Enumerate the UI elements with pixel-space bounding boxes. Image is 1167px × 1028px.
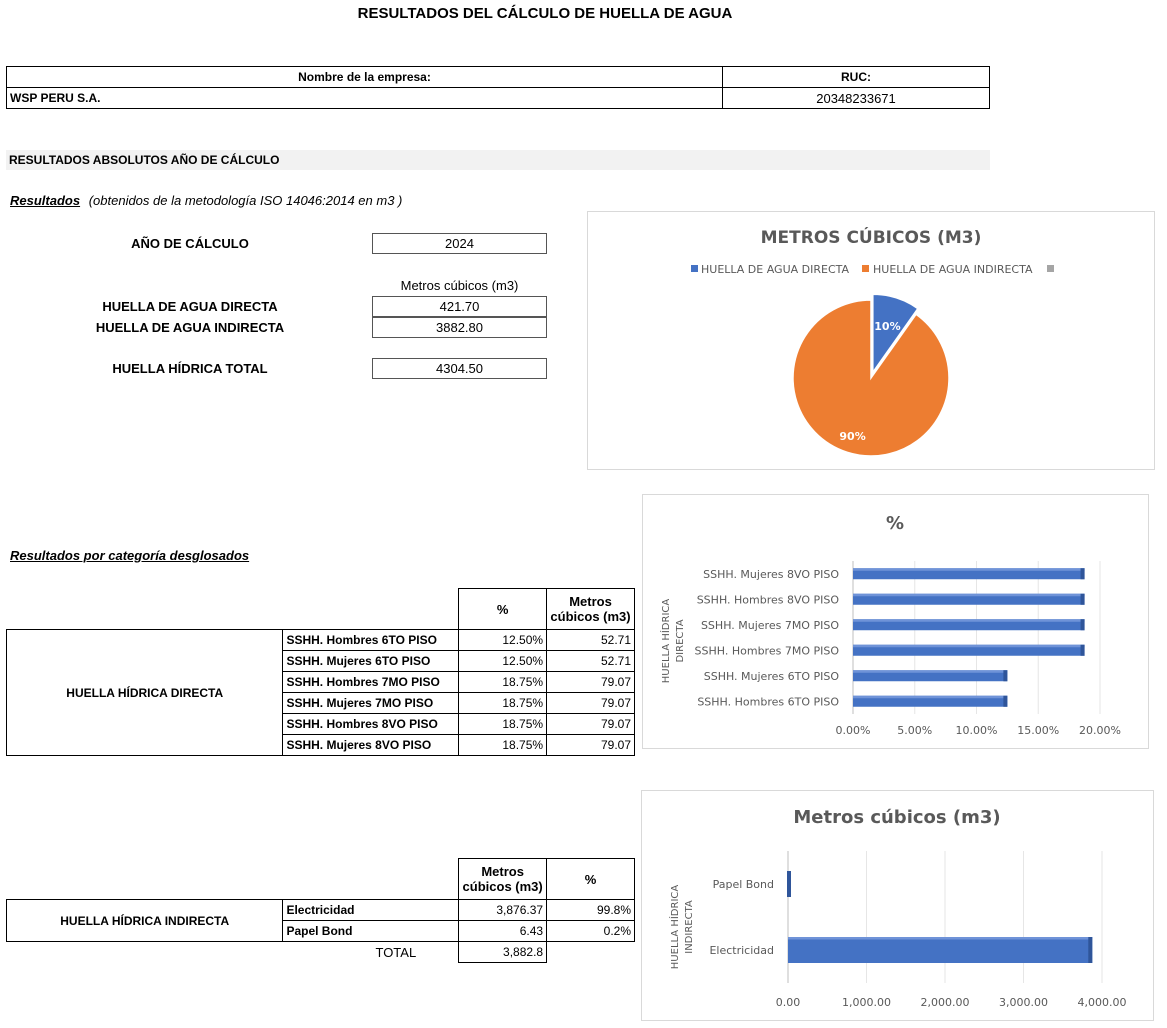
direct-group-label: HUELLA HÍDRICA DIRECTA	[7, 630, 283, 756]
results-note: (obtenidos de la metodología ISO 14046:2014 en m3 )	[88, 193, 403, 208]
indirect-total-label: TOTAL	[375, 944, 417, 960]
year-label: AÑO DE CÁLCULO	[131, 236, 249, 251]
table-row-m3: 52.71	[547, 651, 635, 672]
ruc-header: RUC:	[723, 67, 990, 88]
direct-bar-chart-title: %	[885, 513, 905, 534]
direct-bar-group-label-line2: DIRECTA	[675, 619, 686, 663]
bar1-tick-label: 15.00%	[1017, 724, 1060, 737]
total-value: 4304.50	[372, 358, 547, 379]
bar1-bar-highlight	[853, 645, 1085, 648]
bar2-bar-highlight	[788, 937, 1092, 940]
table-row-pct: 18.75%	[459, 714, 547, 735]
indirect-bar-chart	[642, 791, 1153, 1020]
indirect-bar-chart-title: Metros cúbicos (m3)	[793, 807, 1001, 828]
bar1-tick-label: 5.00%	[897, 724, 933, 737]
table-row-pct: 12.50%	[459, 630, 547, 651]
table-row-m3: 79.07	[547, 735, 635, 756]
pie-legend-empty-swatch	[1047, 265, 1054, 272]
pie-chart	[588, 212, 1154, 469]
bar1-tick-label: 20.00%	[1079, 724, 1121, 737]
indirect-value: 3882.80	[372, 317, 547, 338]
bar1-bar-highlight	[853, 568, 1085, 571]
direct-breakdown-table	[6, 588, 635, 756]
table-row-name: SSHH. Hombres 6TO PISO	[283, 630, 459, 651]
indirect-col-m3: Metros cúbicos (m3)	[459, 859, 547, 900]
breakdown-heading-label: Resultados por categoría desglosados	[10, 548, 250, 563]
pie-legend-direct-swatch	[691, 265, 698, 272]
direct-bar-group-label-line1: HUELLA HÍDRICA	[661, 598, 672, 684]
table-row-name: SSHH. Mujeres 8VO PISO	[283, 735, 459, 756]
bar1-category-label: SSHH. Hombres 7MO PISO	[694, 644, 839, 658]
bar1-category-label: SSHH. Mujeres 6TO PISO	[703, 669, 839, 683]
bar2-tick-label: 0.00	[775, 996, 801, 1009]
bar1-bar-edge	[1081, 594, 1085, 605]
table-row-pct: 18.75%	[459, 735, 547, 756]
results-heading-label: Resultados	[10, 193, 81, 208]
pie-slice-label-1: 90%	[839, 429, 866, 443]
bar1-category-label: SSHH. Mujeres 8VO PISO	[703, 567, 839, 581]
direct-bar-chart-frame	[642, 494, 1149, 749]
bar1-bar-highlight	[853, 594, 1085, 597]
indirect-total-value: 3,882.8	[459, 942, 547, 963]
table-row-m3: 79.07	[547, 714, 635, 735]
bar1-bar-highlight	[853, 619, 1085, 622]
bar1-category-label: SSHH. Hombres 6TO PISO	[697, 695, 839, 709]
indirect-bar-group-label-line2: INDIRECTA	[684, 900, 695, 954]
table-row-name: SSHH. Mujeres 6TO PISO	[283, 651, 459, 672]
table-row-m3: 79.07	[547, 693, 635, 714]
pie-chart-frame	[587, 211, 1155, 470]
bar1-category-label: SSHH. Hombres 8VO PISO	[696, 593, 839, 607]
breakdown-heading	[10, 548, 249, 563]
pie-slice-label-0: 10%	[874, 320, 901, 334]
table-row-m3: 79.07	[547, 672, 635, 693]
pie-slice-1	[793, 300, 949, 456]
direct-value: 421.70	[372, 296, 547, 317]
indirect-bar-chart-frame	[641, 790, 1154, 1021]
table-row-name: SSHH. Hombres 7MO PISO	[283, 672, 459, 693]
page-title: RESULTADOS DEL CÁLCULO DE HUELLA DE AGUA	[357, 5, 733, 22]
table-row-pct: 18.75%	[459, 693, 547, 714]
table-row-m3: 6.43	[459, 921, 547, 942]
bar2-tick-label: 4,000.00	[1077, 996, 1127, 1009]
bar2-tick-label: 3,000.00	[999, 996, 1048, 1009]
section-title: RESULTADOS ABSOLUTOS AÑO DE CÁLCULO	[6, 150, 990, 170]
year-value: 2024	[372, 233, 547, 254]
results-heading	[10, 193, 402, 208]
pie-chart-title: METROS CÚBICOS (M3)	[760, 228, 982, 248]
indirect-col-pct: %	[547, 859, 635, 900]
bar1-bar-edge	[1003, 696, 1007, 707]
indirect-label: HUELLA DE AGUA INDIRECTA	[95, 320, 285, 335]
bar1-bar-edge	[1081, 645, 1085, 656]
bar2-category-label: Papel Bond	[712, 878, 774, 891]
bar2-bar	[788, 937, 1092, 963]
bar2-tick-label: 1,000.00	[842, 996, 891, 1009]
bar1-category-label: SSHH. Mujeres 7MO PISO	[700, 618, 839, 632]
company-table	[6, 66, 990, 109]
bar1-bar-edge	[1003, 670, 1007, 681]
pie-legend-indirect: HUELLA DE AGUA INDIRECTA	[873, 263, 1033, 276]
table-row-name: SSHH. Mujeres 7MO PISO	[283, 693, 459, 714]
bar1-tick-label: 0.00%	[835, 724, 871, 737]
company-name: WSP PERU S.A.	[7, 88, 723, 109]
bar1-bar-edge	[1081, 568, 1085, 579]
unit-label: Metros cúbicos (m3)	[400, 278, 519, 293]
table-row-name: SSHH. Hombres 8VO PISO	[283, 714, 459, 735]
bar2-category-label: Electricidad	[709, 944, 774, 957]
direct-col-m3: Metros cúbicos (m3)	[547, 589, 635, 630]
bar2-bar-edge	[787, 871, 791, 897]
table-row-name: Electricidad	[283, 900, 459, 921]
bar2-tick-label: 2,000.00	[920, 996, 970, 1009]
table-row-m3: 3,876.37	[459, 900, 547, 921]
bar1-bar-highlight	[853, 670, 1007, 673]
pie-legend-indirect-swatch	[862, 265, 869, 272]
total-label: HUELLA HÍDRICA TOTAL	[112, 361, 268, 376]
company-ruc: 20348233671	[723, 88, 990, 109]
bar2-bar-edge	[1088, 937, 1092, 963]
table-row-pct: 18.75%	[459, 672, 547, 693]
direct-label: HUELLA DE AGUA DIRECTA	[102, 299, 278, 314]
indirect-group-label: HUELLA HÍDRICA INDIRECTA	[7, 900, 283, 942]
pie-legend-direct: HUELLA DE AGUA DIRECTA	[701, 263, 850, 276]
direct-col-pct: %	[459, 589, 547, 630]
table-row-name: Papel Bond	[283, 921, 459, 942]
table-row-pct: 99.8%	[547, 900, 635, 921]
direct-bar-chart	[643, 495, 1148, 748]
table-row-m3: 52.71	[547, 630, 635, 651]
table-row-pct: 0.2%	[547, 921, 635, 942]
bar1-tick-label: 10.00%	[955, 724, 998, 737]
table-row-pct: 12.50%	[459, 651, 547, 672]
company-name-header: Nombre de la empresa:	[7, 67, 723, 88]
indirect-bar-group-label-line1: HUELLA HÍDRICA	[670, 884, 681, 970]
indirect-breakdown-table	[6, 858, 635, 963]
bar1-bar-highlight	[853, 696, 1007, 699]
bar1-bar-edge	[1081, 619, 1085, 630]
